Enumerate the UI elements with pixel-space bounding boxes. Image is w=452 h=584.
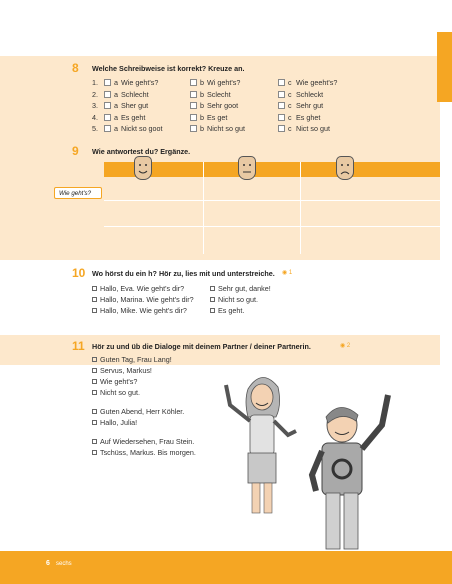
row-number: 2. <box>92 89 98 99</box>
speaker-marker-icon <box>92 450 97 455</box>
table-divider <box>203 162 204 254</box>
exercise-9-title: Wie antwortest du? Ergänze. <box>92 147 191 156</box>
speaker-marker-icon <box>92 390 97 395</box>
option-text: Wie geeht's? <box>296 78 338 87</box>
option-letter: c <box>288 89 292 99</box>
speaker-marker-icon <box>92 409 97 414</box>
speaker-marker-icon <box>92 357 97 362</box>
row-number: 4. <box>92 112 98 122</box>
dialogue-text: Hallo, Mike. Wie geht's dir? <box>100 306 187 315</box>
exercise-11-title: Hör zu und üb die Dialoge mit deinem Partner / deiner Partnerin. <box>92 342 311 351</box>
audio-track-number: 1 <box>288 270 293 276</box>
option-letter: a <box>114 112 118 122</box>
happy-face-icon <box>134 156 152 180</box>
option-letter: a <box>114 78 118 87</box>
option-text: Nict so gut <box>296 124 330 133</box>
dialogue-text: Nicht so gut. <box>100 388 140 397</box>
answer-checkbox-a[interactable] <box>104 79 111 86</box>
dialogue-line <box>210 306 244 315</box>
option-letter: b <box>200 101 204 110</box>
dialogue-line <box>92 388 140 397</box>
answer-checkbox-c[interactable] <box>278 79 285 86</box>
answer-checkbox-a[interactable] <box>104 91 111 98</box>
page-tab <box>437 32 452 102</box>
audio-track-number: 2 <box>346 343 351 349</box>
dialogue-line <box>210 295 258 304</box>
dialogue-line <box>92 306 187 315</box>
table-divider <box>300 162 301 254</box>
option-text: Es get <box>207 112 228 122</box>
dialogue-line <box>92 407 184 416</box>
speaker-marker-icon <box>92 439 97 444</box>
answer-checkbox-b[interactable] <box>190 102 197 109</box>
dialogue-text: Servus, Markus! <box>100 366 152 375</box>
speaker-marker-icon <box>210 286 215 291</box>
answer-checkbox-c[interactable] <box>278 114 285 121</box>
answer-checkbox-c[interactable] <box>278 125 285 132</box>
answer-checkbox-b[interactable] <box>190 125 197 132</box>
dialogue-line <box>92 377 137 386</box>
table-row-line <box>104 200 440 201</box>
dialogue-line <box>92 448 196 457</box>
dialogue-line <box>92 284 184 293</box>
speaker-marker-icon <box>92 420 97 425</box>
option-text: Schlecht <box>121 89 149 99</box>
option-text: Schleckt <box>296 89 324 99</box>
option-text: Es geht <box>121 112 146 122</box>
option-letter: b <box>200 124 204 133</box>
row-number: 5. <box>92 124 98 133</box>
dialogue-line <box>92 295 194 304</box>
row-number: 1. <box>92 78 98 87</box>
dialogue-line <box>92 355 172 364</box>
option-text: Sher gut <box>121 101 149 110</box>
footer-bar <box>0 551 452 584</box>
dialogue-text: Hallo, Julia! <box>100 418 138 427</box>
speaker-marker-icon <box>210 308 215 313</box>
page-number: 6 <box>46 560 50 567</box>
option-letter: a <box>114 124 118 133</box>
option-letter: b <box>200 89 204 99</box>
row-number: 3. <box>92 101 98 110</box>
speaker-marker-icon <box>92 379 97 384</box>
option-letter: a <box>114 89 118 99</box>
option-letter: c <box>288 101 292 110</box>
neutral-face-icon <box>238 156 256 180</box>
answer-checkbox-a[interactable] <box>104 102 111 109</box>
speaker-marker-icon <box>210 297 215 302</box>
dialogue-text: Auf Wiedersehen, Frau Stein. <box>100 437 195 446</box>
option-letter: b <box>200 78 204 87</box>
dialogue-text: Tschüss, Markus. Bis morgen. <box>100 448 196 457</box>
speaker-marker-icon <box>92 308 97 313</box>
option-text: Nicht so gut <box>207 124 245 133</box>
dialogue-text: Hallo, Eva. Wie geht's dir? <box>100 284 185 293</box>
answer-checkbox-a[interactable] <box>104 114 111 121</box>
teenagers-waving-illustration <box>222 365 404 551</box>
exercise-8-number: 8 <box>72 61 79 75</box>
dialogue-line <box>92 437 194 446</box>
option-letter: c <box>288 112 292 122</box>
sad-face-icon <box>336 156 354 180</box>
answer-checkbox-c[interactable] <box>278 102 285 109</box>
option-text: Wi geht's? <box>207 78 241 87</box>
option-letter: c <box>288 78 292 87</box>
exercise-10-number: 10 <box>72 266 86 280</box>
dialogue-line <box>92 366 152 375</box>
dialogue-line <box>92 418 137 427</box>
answer-checkbox-b[interactable] <box>190 79 197 86</box>
exercise-11-number: 11 <box>72 339 85 353</box>
option-text: Sehr goot <box>207 101 239 110</box>
speaker-marker-icon <box>92 368 97 373</box>
option-text: Es ghet <box>296 112 321 122</box>
answer-checkbox-c[interactable] <box>278 91 285 98</box>
speaker-marker-icon <box>92 297 97 302</box>
option-text: Nickt so goot <box>121 124 163 133</box>
dialogue-text: Sehr gut, danke! <box>218 284 271 293</box>
dialogue-line <box>210 284 271 293</box>
option-text: Sehr gut <box>296 101 324 110</box>
audio-track-icon: ◉ 1 <box>282 270 293 276</box>
answer-table-header <box>104 162 440 177</box>
option-text: Sclecht <box>207 89 231 99</box>
dialogue-text: Guten Abend, Herr Köhler. <box>100 407 185 416</box>
answer-checkbox-b[interactable] <box>190 91 197 98</box>
option-letter: a <box>114 101 118 110</box>
dialogue-text: Es geht. <box>218 306 245 315</box>
exercise-9-number: 9 <box>72 144 79 158</box>
answer-checkbox-a[interactable] <box>104 125 111 132</box>
exercise-8-title: Welche Schreibweise ist korrekt? Kreuze an. <box>92 64 245 73</box>
speech-bubble: Wie geht's? <box>54 187 102 199</box>
option-text: Wie geht's? <box>121 78 159 87</box>
dialogue-text: Hallo, Marina. Wie geht's dir? <box>100 295 194 304</box>
dialogue-text: Nicht so gut. <box>218 295 258 304</box>
dialogue-text: Guten Tag, Frau Lang! <box>100 355 172 364</box>
option-letter: c <box>288 124 292 133</box>
option-letter: b <box>200 112 204 122</box>
speaker-marker-icon <box>92 286 97 291</box>
table-row-line <box>104 226 440 227</box>
audio-track-icon: ◉ 2 <box>340 343 351 349</box>
exercise-10-title: Wo hörst du ein h? Hör zu, lies mit und unterstreiche. <box>92 269 275 278</box>
answer-checkbox-b[interactable] <box>190 114 197 121</box>
page-number-word: sechs <box>56 561 72 567</box>
dialogue-text: Wie geht's? <box>100 377 138 386</box>
